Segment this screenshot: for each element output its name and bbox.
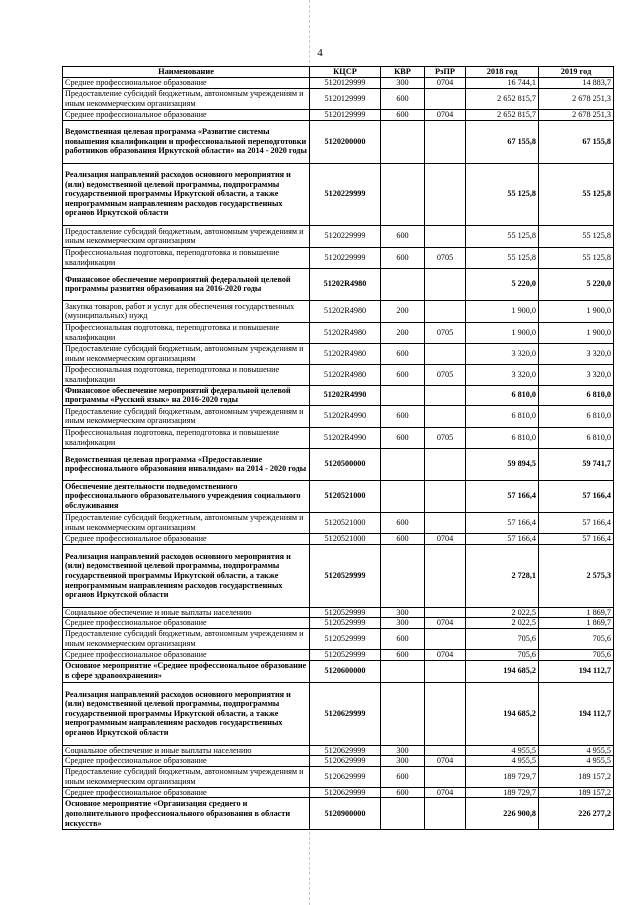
cell-rzpr: 0704 [425,618,466,629]
cell-2019: 1 869,7 [539,618,614,629]
cell-2018: 57 166,4 [466,480,539,512]
cell-name: Среднее профессиональное образование [63,756,310,767]
cell-2018: 1 900,0 [466,300,539,322]
cell-rzpr [425,660,466,682]
cell-kvr: 600 [381,766,425,787]
cell-kvr [381,798,425,830]
cell-rzpr: 0704 [425,533,466,544]
cell-kvr: 300 [381,78,425,89]
header-rzpr: РзПР [425,67,466,78]
cell-name: Реализация направлений расходов основного мероприятия и (или) ведомственной целевой программы, подпрограммы государственной программы Иркутской области, а также непрограммным направлениям расходов государственных органов Иркутской области [63,682,310,745]
cell-2018: 6 810,0 [466,405,539,427]
cell-2019: 1 900,0 [539,322,614,343]
cell-rzpr [425,225,466,247]
cell-kvr [381,682,425,745]
cell-2018: 194 685,2 [466,682,539,745]
cell-2019: 55 125,8 [539,225,614,247]
cell-name: Финансовое обеспечение мероприятий федеральной целевой программы развития образования на 2016-2020 годы [63,268,310,300]
cell-kcsr: 5120521000 [310,512,381,533]
cell-name: Профессиональная подготовка, переподготовка и повышение квалификации [63,322,310,343]
cell-name: Ведомственная целевая программа «Развитие системы повышения квалификации и профессиональной переподготовки работников образования Иркутской области» на 2014 - 2020 годы [63,120,310,163]
cell-name: Предоставление субсидий бюджетным, автономным учреждениям и иным некоммерческим организациям [63,628,310,649]
table-row [63,618,614,629]
cell-name: Основное мероприятие «Организация среднего и дополнительного профессионального образования в области искусств» [63,798,310,830]
cell-rzpr: 0704 [425,756,466,767]
cell-2018: 189 729,7 [466,766,539,787]
cell-2018: 59 894,5 [466,448,539,480]
cell-rzpr [425,405,466,427]
cell-kvr: 600 [381,649,425,660]
cell-2018: 2 728,1 [466,544,539,607]
table-row [63,322,614,343]
cell-2018: 226 900,8 [466,798,539,830]
cell-name: Социальное обеспечение и иные выплаты населению [63,607,310,618]
cell-kcsr: 5120629999 [310,787,381,798]
cell-kcsr: 5120521000 [310,533,381,544]
table-row [63,544,614,607]
cell-rzpr [425,163,466,225]
cell-name: Предоставление субсидий бюджетным, автономным учреждениям и иным некоммерческим организациям [63,89,310,110]
cell-2018: 194 685,2 [466,660,539,682]
cell-2019: 2 678 251,3 [539,89,614,110]
cell-name: Среднее профессиональное образование [63,618,310,629]
table-row [63,512,614,533]
cell-name: Предоставление субсидий бюджетным, автономным учреждениям и иным некоммерческим организациям [63,225,310,247]
cell-name: Среднее профессиональное образование [63,78,310,89]
cell-kvr: 600 [381,427,425,448]
cell-rzpr: 0705 [425,427,466,448]
cell-kcsr: 51202R4980 [310,343,381,364]
cell-2018: 705,6 [466,628,539,649]
cell-name: Предоставление субсидий бюджетным, автономным учреждениям и иным некоммерческим организациям [63,766,310,787]
cell-name: Основное мероприятие «Среднее профессиональное образование в сфере здравоохранения» [63,660,310,682]
cell-2019: 55 125,8 [539,163,614,225]
cell-rzpr: 0704 [425,110,466,121]
cell-2019: 189 157,2 [539,787,614,798]
cell-name: Предоставление субсидий бюджетным, автономным учреждениям и иным некоммерческим организациям [63,512,310,533]
cell-kvr: 600 [381,787,425,798]
cell-2019: 6 810,0 [539,385,614,405]
cell-2019: 705,6 [539,628,614,649]
cell-kcsr: 5120600000 [310,660,381,682]
cell-2018: 55 125,8 [466,225,539,247]
table-row [63,682,614,745]
table-row [63,225,614,247]
cell-rzpr [425,745,466,756]
table-row [63,607,614,618]
cell-2019: 55 125,8 [539,247,614,268]
header-2019: 2019 год [539,67,614,78]
cell-kvr: 600 [381,343,425,364]
cell-name: Обеспечение деятельности подведомственного профессионального образовательного учреждения социального обслуживания [63,480,310,512]
cell-rzpr: 0705 [425,322,466,343]
cell-2019: 2 678 251,3 [539,110,614,121]
cell-kvr: 300 [381,745,425,756]
header-2018: 2018 год [466,67,539,78]
cell-name: Социальное обеспечение и иные выплаты населению [63,745,310,756]
cell-kcsr: 5120900000 [310,798,381,830]
cell-rzpr [425,544,466,607]
header-name: Наименование [63,67,310,78]
header-kvr: КВР [381,67,425,78]
cell-kcsr: 5120629999 [310,766,381,787]
cell-2019: 194 112,7 [539,682,614,745]
cell-2018: 1 900,0 [466,322,539,343]
table-row [63,649,614,660]
cell-2019: 6 810,0 [539,427,614,448]
cell-rzpr: 0705 [425,247,466,268]
cell-kcsr: 5120529999 [310,649,381,660]
cell-kvr: 600 [381,89,425,110]
table-row [63,364,614,385]
cell-kcsr: 5120629999 [310,682,381,745]
cell-2019: 1 900,0 [539,300,614,322]
cell-2019: 57 166,4 [539,480,614,512]
cell-kvr: 600 [381,628,425,649]
cell-2019: 5 220,0 [539,268,614,300]
cell-kcsr: 5120521000 [310,480,381,512]
cell-2019: 57 166,4 [539,533,614,544]
cell-kcsr: 51202R4980 [310,364,381,385]
cell-kvr: 200 [381,322,425,343]
cell-kvr: 300 [381,618,425,629]
cell-kvr [381,385,425,405]
header-kcsr: КЦСР [310,67,381,78]
table-row [63,78,614,89]
table-row [63,343,614,364]
cell-2019: 59 741,7 [539,448,614,480]
cell-kvr: 600 [381,364,425,385]
cell-rzpr [425,268,466,300]
table-row [63,448,614,480]
cell-kcsr: 5120629999 [310,756,381,767]
cell-kcsr: 51202R4990 [310,405,381,427]
cell-kcsr: 5120229999 [310,163,381,225]
cell-kvr [381,448,425,480]
cell-kcsr: 5120129999 [310,89,381,110]
cell-name: Реализация направлений расходов основного мероприятия и (или) ведомственной целевой программы, подпрограммы государственной программы Иркутской области, а также непрограммным направлениям расходов государственных органов Иркутской области [63,163,310,225]
cell-2019: 1 869,7 [539,607,614,618]
cell-2018: 6 810,0 [466,385,539,405]
cell-rzpr [425,120,466,163]
cell-kvr [381,544,425,607]
cell-name: Среднее профессиональное образование [63,649,310,660]
cell-2018: 4 955,5 [466,745,539,756]
cell-rzpr [425,480,466,512]
cell-2018: 3 320,0 [466,343,539,364]
table-row [63,798,614,830]
cell-name: Предоставление субсидий бюджетным, автономным учреждениям и иным некоммерческим организациям [63,405,310,427]
cell-2018: 16 744,1 [466,78,539,89]
cell-kvr: 600 [381,247,425,268]
cell-kvr: 300 [381,756,425,767]
cell-kvr: 300 [381,607,425,618]
budget-table [62,66,614,830]
cell-name: Реализация направлений расходов основного мероприятия и (или) ведомственной целевой программы, подпрограммы государственной программы Иркутской области, а также непрограммным направлениям расходов государственных органов Иркутской области [63,544,310,607]
cell-2018: 2 652 815,7 [466,89,539,110]
cell-kvr: 600 [381,533,425,544]
table-row [63,766,614,787]
cell-2018: 55 125,8 [466,163,539,225]
cell-name: Финансовое обеспечение мероприятий федеральной целевой программы «Русский язык» на 2016-2020 годы [63,385,310,405]
cell-kcsr: 5120229999 [310,225,381,247]
cell-kvr [381,480,425,512]
table-row [63,427,614,448]
cell-2018: 57 166,4 [466,512,539,533]
cell-kvr: 600 [381,512,425,533]
table-row [63,533,614,544]
cell-rzpr [425,607,466,618]
cell-2018: 2 652 815,7 [466,110,539,121]
cell-kcsr: 5120229999 [310,247,381,268]
cell-kvr [381,268,425,300]
cell-rzpr: 0705 [425,364,466,385]
cell-name: Предоставление субсидий бюджетным, автономным учреждениям и иным некоммерческим организациям [63,343,310,364]
table-row [63,268,614,300]
cell-2018: 55 125,8 [466,247,539,268]
cell-kcsr: 5120529999 [310,544,381,607]
table-row [63,385,614,405]
cell-kcsr: 5120500000 [310,448,381,480]
cell-2019: 67 155,8 [539,120,614,163]
cell-name: Профессиональная подготовка, переподготовка и повышение квалификации [63,364,310,385]
table-row [63,405,614,427]
table-row [63,89,614,110]
cell-kcsr: 5120529999 [310,618,381,629]
cell-2019: 6 810,0 [539,405,614,427]
cell-rzpr: 0704 [425,78,466,89]
cell-2019: 3 320,0 [539,364,614,385]
cell-2019: 57 166,4 [539,512,614,533]
table-row [63,628,614,649]
cell-kcsr: 5120200000 [310,120,381,163]
table-row [63,247,614,268]
table-header-row [63,67,614,78]
cell-2019: 189 157,2 [539,766,614,787]
cell-name: Закупка товаров, работ и услуг для обеспечения государственных (муниципальных) нужд [63,300,310,322]
cell-2018: 5 220,0 [466,268,539,300]
table-row [63,163,614,225]
cell-2019: 14 883,7 [539,78,614,89]
cell-name: Среднее профессиональное образование [63,787,310,798]
cell-2019: 4 955,5 [539,745,614,756]
cell-2018: 4 955,5 [466,756,539,767]
cell-kvr [381,660,425,682]
cell-name: Среднее профессиональное образование [63,110,310,121]
cell-name: Профессиональная подготовка, переподготовка и повышение квалификации [63,247,310,268]
cell-kvr: 600 [381,405,425,427]
cell-kcsr: 51202R4990 [310,385,381,405]
cell-name: Среднее профессиональное образование [63,533,310,544]
cell-kcsr: 5120129999 [310,110,381,121]
cell-2018: 2 022,5 [466,618,539,629]
cell-2019: 194 112,7 [539,660,614,682]
cell-kvr: 600 [381,225,425,247]
cell-name: Профессиональная подготовка, переподготовка и повышение квалификации [63,427,310,448]
cell-rzpr [425,766,466,787]
table-row [63,660,614,682]
cell-kcsr: 51202R4980 [310,322,381,343]
cell-2018: 67 155,8 [466,120,539,163]
cell-kcsr: 51202R4990 [310,427,381,448]
cell-2018: 6 810,0 [466,427,539,448]
cell-2018: 3 320,0 [466,364,539,385]
cell-kvr [381,163,425,225]
table-row [63,480,614,512]
cell-kcsr: 5120629999 [310,745,381,756]
table-row [63,110,614,121]
cell-kcsr: 5120529999 [310,607,381,618]
cell-2018: 705,6 [466,649,539,660]
cell-2018: 57 166,4 [466,533,539,544]
cell-kvr [381,120,425,163]
cell-name: Ведомственная целевая программа «Предоставление профессионального образования инвалидам» на 2014 - 2020 годы [63,448,310,480]
cell-rzpr [425,682,466,745]
cell-2019: 226 277,2 [539,798,614,830]
table-row [63,745,614,756]
cell-rzpr [425,512,466,533]
cell-rzpr [425,343,466,364]
cell-kcsr: 51202R4980 [310,268,381,300]
table-row [63,756,614,767]
cell-2019: 2 575,3 [539,544,614,607]
cell-2019: 4 955,5 [539,756,614,767]
cell-2019: 3 320,0 [539,343,614,364]
cell-2018: 189 729,7 [466,787,539,798]
cell-rzpr [425,628,466,649]
page-number: 4 [317,47,323,59]
cell-kcsr: 5120529999 [310,628,381,649]
cell-kcsr: 51202R4980 [310,300,381,322]
cell-kcsr: 5120129999 [310,78,381,89]
cell-rzpr [425,385,466,405]
cell-rzpr [425,448,466,480]
table-row [63,300,614,322]
cell-rzpr: 0704 [425,649,466,660]
cell-rzpr [425,89,466,110]
table-row [63,120,614,163]
table-row [63,787,614,798]
cell-kvr: 200 [381,300,425,322]
cell-rzpr: 0704 [425,787,466,798]
cell-rzpr [425,798,466,830]
cell-2019: 705,6 [539,649,614,660]
cell-kvr: 600 [381,110,425,121]
cell-2018: 2 022,5 [466,607,539,618]
cell-rzpr [425,300,466,322]
